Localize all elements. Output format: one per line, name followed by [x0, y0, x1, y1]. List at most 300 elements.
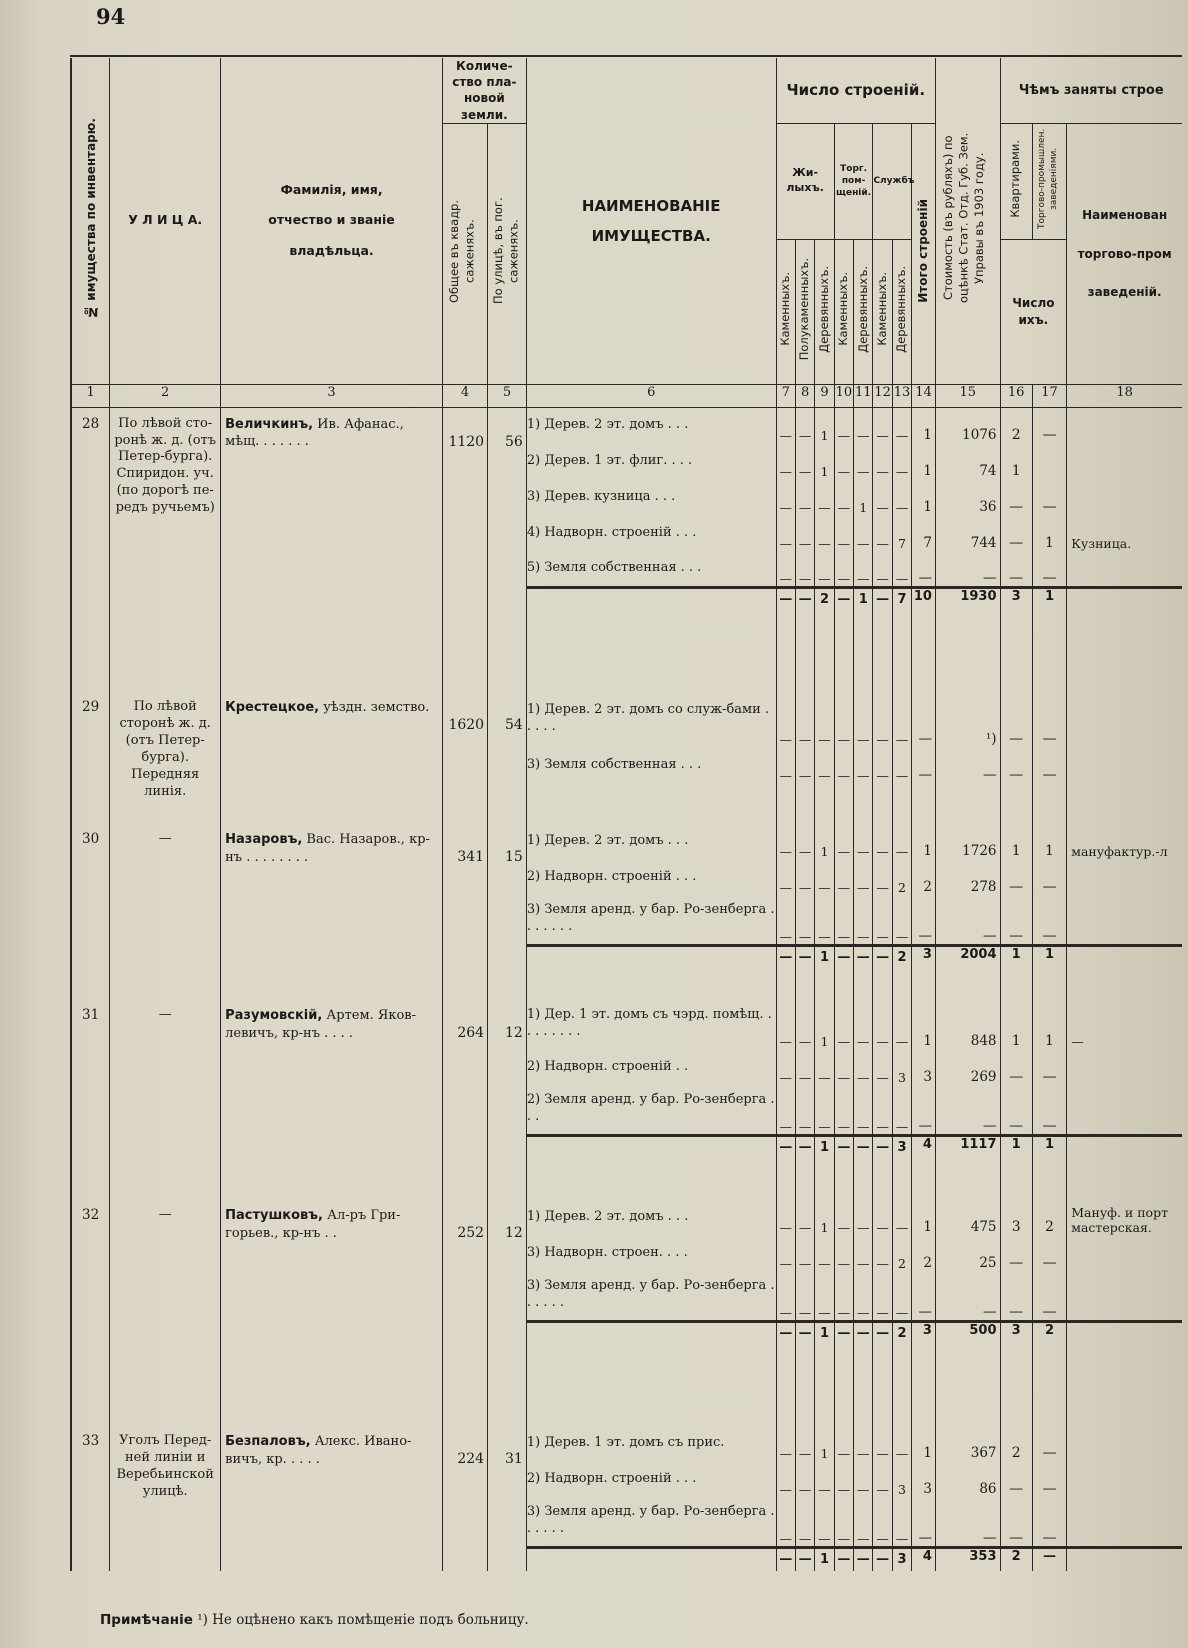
- total-count: 1: [815, 1547, 834, 1571]
- building-count: —: [834, 1199, 853, 1235]
- record-street: —: [110, 1199, 221, 1425]
- column-number-12: 12: [873, 384, 892, 407]
- building-count: —: [834, 1497, 853, 1547]
- building-count: —: [873, 823, 892, 859]
- total-count: —: [834, 1321, 853, 1345]
- item-trade-name: [1067, 1271, 1182, 1321]
- item-value: 475: [935, 1199, 1000, 1235]
- item-total: 1: [912, 823, 936, 859]
- building-count: —: [776, 515, 795, 551]
- property-item: 2) Надворн. строеній . . .: [526, 859, 776, 895]
- table-row: [71, 1425, 1182, 1461]
- building-count: —: [854, 443, 873, 479]
- building-count: —: [834, 747, 853, 783]
- total-buildings: 10: [912, 587, 936, 611]
- building-count: —: [873, 1199, 892, 1235]
- gap-cell: [1032, 969, 1066, 999]
- record-street: Уголъ Перед-ней линіи и Веребьинской улицѣ.: [110, 1425, 221, 1571]
- header-apartments: Квартирами.: [1008, 139, 1023, 218]
- header-street: У Л И Ц А.: [128, 212, 203, 228]
- owner-details: Алекс. Ивано-вичъ, кр. . . . .: [225, 1434, 412, 1467]
- land-total: 252: [442, 1199, 487, 1425]
- gap-cell: [1032, 611, 1066, 691]
- header-owner-1: Фамилія, имя,: [280, 181, 383, 197]
- property-item: 3) Земля собственная . . .: [526, 747, 776, 783]
- gap-cell: [912, 783, 936, 823]
- gap-cell: [1067, 1159, 1182, 1199]
- land-total: 1620: [442, 691, 487, 823]
- item-total: 3: [912, 1461, 936, 1497]
- building-count: —: [795, 1497, 814, 1547]
- building-count: —: [795, 1235, 814, 1271]
- gap-cell: [526, 969, 776, 999]
- record-owner: [221, 1199, 443, 1425]
- building-count: —: [892, 999, 911, 1049]
- gap-cell: [1000, 969, 1032, 999]
- total-count: 3: [892, 1547, 911, 1571]
- building-count: 1: [815, 1425, 834, 1461]
- land-total: 341: [442, 823, 487, 999]
- item-trade-name: [1067, 1049, 1182, 1085]
- total-trade-name-spacer: [1067, 587, 1182, 611]
- item-total: 2: [912, 1235, 936, 1271]
- gap-cell: [873, 969, 892, 999]
- building-count: 1: [854, 479, 873, 515]
- gap-cell: [1067, 969, 1182, 999]
- gap-cell: [854, 783, 873, 823]
- gap-cell: [854, 611, 873, 691]
- gap-cell: [795, 611, 814, 691]
- total-spacer: [526, 587, 776, 611]
- total-count: —: [795, 945, 814, 969]
- column-number-17: 17: [1032, 384, 1066, 407]
- gap-cell: [834, 783, 853, 823]
- gap-cell: [526, 783, 776, 823]
- property-item: 1) Дерев. 2 эт. домъ . . .: [526, 823, 776, 859]
- item-total: 1: [912, 1425, 936, 1461]
- building-count: —: [892, 895, 911, 945]
- building-count: —: [795, 479, 814, 515]
- property-item: 3) Земля аренд. у бар. Ро-зенберга . . . . . .: [526, 1271, 776, 1321]
- building-count: —: [795, 407, 814, 443]
- building-count: —: [776, 747, 795, 783]
- land-street: 12: [488, 1199, 527, 1425]
- building-count: —: [776, 1049, 795, 1085]
- building-count: —: [795, 515, 814, 551]
- column-number-11: 11: [854, 384, 873, 407]
- total-count: —: [776, 1321, 795, 1345]
- total-count: —: [834, 587, 853, 611]
- total-trade: —: [1032, 1547, 1066, 1571]
- property-item: 1) Дер. 1 эт. домъ съ чэрд. помѣщ. . . . . . . . .: [526, 999, 776, 1049]
- header-owner-2: отчество и званіе: [268, 212, 395, 228]
- item-trade-count: —: [1032, 895, 1066, 945]
- property-item: 1) Дерев. 2 эт. домъ . . .: [526, 407, 776, 443]
- owner-surname: Разумовскій,: [225, 1008, 323, 1024]
- total-count: —: [873, 1321, 892, 1345]
- item-trade-name: [1067, 1085, 1182, 1135]
- property-item: 1) Дерев. 2 эт. домъ со служ-бами . . . . .: [526, 691, 776, 747]
- item-trade-count: —: [1032, 1271, 1066, 1321]
- item-total: —: [912, 1271, 936, 1321]
- item-trade-name: [1067, 407, 1182, 443]
- table-row: [71, 1199, 1182, 1235]
- header-semistone: Полукаменныхъ.: [797, 258, 812, 361]
- gap-cell: [1000, 1345, 1032, 1425]
- total-trade: 1: [1032, 1135, 1066, 1159]
- building-count: —: [873, 1235, 892, 1271]
- gap-cell: [795, 1345, 814, 1425]
- building-count: —: [834, 1425, 853, 1461]
- building-count: —: [795, 691, 814, 747]
- building-count: —: [873, 999, 892, 1049]
- record-number: 30: [71, 823, 110, 999]
- building-count: —: [776, 1271, 795, 1321]
- footnote-text: ¹) Не оцѣнено какъ помѣщеніе подъ больницу.: [197, 1612, 529, 1628]
- building-count: —: [776, 1425, 795, 1461]
- header-wooden-2: Деревянныхъ.: [855, 265, 870, 353]
- building-count: —: [873, 443, 892, 479]
- item-trade-name: Кузница.: [1067, 515, 1182, 551]
- item-apartments: —: [1000, 1271, 1032, 1321]
- building-count: —: [873, 551, 892, 587]
- gap-cell: [1000, 611, 1032, 691]
- owner-details: уѣздн. земство.: [323, 700, 430, 716]
- record-number: 28: [71, 407, 110, 691]
- total-trade: 1: [1032, 587, 1066, 611]
- item-trade-count: [1032, 443, 1066, 479]
- total-count: —: [776, 587, 795, 611]
- item-value: —: [935, 895, 1000, 945]
- total-count: —: [873, 587, 892, 611]
- building-count: —: [873, 1497, 892, 1547]
- gap-cell: [526, 611, 776, 691]
- record-number: 29: [71, 691, 110, 823]
- building-count: 1: [815, 443, 834, 479]
- building-count: —: [834, 479, 853, 515]
- total-buildings: 4: [912, 1547, 936, 1571]
- building-count: —: [815, 515, 834, 551]
- record-street: По лѣвой сторонѣ ж. д. (отъ Петер-бурга). Передняя линія.: [110, 691, 221, 823]
- building-count: —: [815, 1235, 834, 1271]
- building-count: 2: [892, 859, 911, 895]
- item-apartments: —: [1000, 551, 1032, 587]
- item-trade-count: —: [1032, 1049, 1066, 1085]
- gap-cell: [795, 969, 814, 999]
- item-trade-count: —: [1032, 1425, 1066, 1461]
- property-item: 1) Дерев. 1 эт. домъ съ прис.: [526, 1425, 776, 1461]
- total-count: —: [873, 1547, 892, 1571]
- building-count: —: [873, 1425, 892, 1461]
- owner-details: Вас. Назаров., кр-нъ . . . . . . . .: [225, 832, 430, 865]
- building-count: —: [873, 479, 892, 515]
- item-total: —: [912, 1085, 936, 1135]
- item-apartments: —: [1000, 1235, 1032, 1271]
- total-spacer: [526, 1547, 776, 1571]
- gap-cell: [854, 969, 873, 999]
- item-trade-name: [1067, 551, 1182, 587]
- total-count: —: [854, 1321, 873, 1345]
- header-buildings-group: Число строеній.: [786, 81, 926, 100]
- gap-cell: [1067, 611, 1182, 691]
- gap-cell: [912, 969, 936, 999]
- gap-cell: [935, 783, 1000, 823]
- total-count: 1: [815, 945, 834, 969]
- building-count: —: [854, 515, 873, 551]
- property-item: 3) Дерев. кузница . . .: [526, 479, 776, 515]
- building-count: —: [873, 1049, 892, 1085]
- record-number: 32: [71, 1199, 110, 1425]
- total-value: 1117: [935, 1135, 1000, 1159]
- building-count: —: [854, 999, 873, 1049]
- total-buildings: 4: [912, 1135, 936, 1159]
- item-value: 86: [935, 1461, 1000, 1497]
- total-value: 353: [935, 1547, 1000, 1571]
- column-number-3: 3: [221, 384, 443, 407]
- gap-cell: [892, 1345, 911, 1425]
- owner-surname: Назаровъ,: [225, 832, 303, 848]
- item-total: 1: [912, 443, 936, 479]
- building-count: —: [834, 515, 853, 551]
- building-count: —: [834, 1085, 853, 1135]
- total-count: —: [834, 945, 853, 969]
- total-count: 3: [892, 1135, 911, 1159]
- building-count: —: [873, 1461, 892, 1497]
- building-count: —: [892, 1497, 911, 1547]
- building-count: —: [776, 1085, 795, 1135]
- item-value: 269: [935, 1049, 1000, 1085]
- column-number-13: 13: [892, 384, 911, 407]
- item-total: 1: [912, 999, 936, 1049]
- building-count: —: [795, 1199, 814, 1235]
- building-count: —: [892, 1199, 911, 1235]
- building-count: —: [776, 1497, 795, 1547]
- gap-cell: [834, 969, 853, 999]
- total-value: 1930: [935, 587, 1000, 611]
- item-total: 3: [912, 1049, 936, 1085]
- total-trade-name-spacer: [1067, 1135, 1182, 1159]
- total-count: —: [834, 1547, 853, 1571]
- gap-cell: [935, 611, 1000, 691]
- column-number-14: 14: [912, 384, 936, 407]
- building-count: —: [834, 691, 853, 747]
- gap-cell: [815, 611, 834, 691]
- property-item: 3) Надворн. строен. . . .: [526, 1235, 776, 1271]
- gap-cell: [776, 1345, 795, 1425]
- building-count: —: [815, 1271, 834, 1321]
- building-count: —: [834, 823, 853, 859]
- item-apartments: —: [1000, 1497, 1032, 1547]
- item-trade-count: —: [1032, 1235, 1066, 1271]
- item-apartments: 1: [1000, 823, 1032, 859]
- property-item: 2) Надворн. строеній . . .: [526, 1461, 776, 1497]
- header-value: Стоимость (въ рубляхъ) по оцѣнкѣ Стат. Отд. Губ. Зем. Управы въ 1903 году.: [940, 133, 986, 304]
- building-count: 3: [892, 1049, 911, 1085]
- header-owner-3: владѣльца.: [289, 243, 374, 259]
- gap-cell: [892, 783, 911, 823]
- item-trade-count: 2: [1032, 1199, 1066, 1235]
- owner-details: Ал-ръ Гри-горьев., кр-нъ . .: [225, 1208, 401, 1241]
- land-street: 15: [488, 823, 527, 999]
- gap-cell: [776, 969, 795, 999]
- gap-cell: [815, 1345, 834, 1425]
- building-count: —: [834, 999, 853, 1049]
- total-value: 500: [935, 1321, 1000, 1345]
- building-count: —: [873, 895, 892, 945]
- total-count: —: [776, 1547, 795, 1571]
- item-trade-name: [1067, 1497, 1182, 1547]
- building-count: —: [795, 1461, 814, 1497]
- gap-cell: [1067, 783, 1182, 823]
- item-value: 278: [935, 859, 1000, 895]
- record-street: —: [110, 999, 221, 1199]
- building-count: —: [854, 895, 873, 945]
- building-count: —: [776, 823, 795, 859]
- item-value: —: [935, 1271, 1000, 1321]
- property-item: 2) Дерев. 1 эт. флиг. . . .: [526, 443, 776, 479]
- table-row: [71, 407, 1182, 443]
- total-apartments: 2: [1000, 1547, 1032, 1571]
- header-property-2: ИМУЩЕСТВА.: [591, 226, 711, 245]
- header-service: Службъ: [873, 176, 915, 187]
- item-trade-name: [1067, 1461, 1182, 1497]
- item-trade-name: [1067, 895, 1182, 945]
- item-trade-count: —: [1032, 859, 1066, 895]
- building-count: —: [795, 443, 814, 479]
- building-count: —: [815, 747, 834, 783]
- building-count: —: [892, 747, 911, 783]
- total-buildings: 3: [912, 945, 936, 969]
- gap-cell: [854, 1159, 873, 1199]
- building-count: —: [815, 1049, 834, 1085]
- gap-cell: [854, 1345, 873, 1425]
- building-count: —: [854, 551, 873, 587]
- property-item: 2) Земля аренд. у бар. Ро-зенберга . . .: [526, 1085, 776, 1135]
- building-count: 3: [892, 1461, 911, 1497]
- header-stone-2: Каменныхъ.: [836, 272, 851, 347]
- building-count: —: [795, 551, 814, 587]
- total-buildings: 3: [912, 1321, 936, 1345]
- item-total: —: [912, 747, 936, 783]
- table-body: [71, 384, 1182, 1571]
- gap-cell: [935, 1345, 1000, 1425]
- item-trade-count: —: [1032, 1085, 1066, 1135]
- item-trade-name: [1067, 691, 1182, 747]
- building-count: —: [776, 691, 795, 747]
- header-trade: Торг. пом-щеній.: [836, 163, 872, 199]
- item-trade-count: 1: [1032, 823, 1066, 859]
- item-trade-count: —: [1032, 691, 1066, 747]
- column-number-9: 9: [815, 384, 834, 407]
- building-count: —: [854, 1085, 873, 1135]
- building-count: —: [834, 443, 853, 479]
- item-value: 367: [935, 1425, 1000, 1461]
- building-count: —: [854, 1497, 873, 1547]
- item-apartments: —: [1000, 691, 1032, 747]
- gap-cell: [795, 783, 814, 823]
- item-apartments: 3: [1000, 1199, 1032, 1235]
- building-count: —: [815, 1461, 834, 1497]
- building-count: —: [776, 551, 795, 587]
- gap-cell: [892, 1159, 911, 1199]
- total-value: 2004: [935, 945, 1000, 969]
- gap-cell: [935, 969, 1000, 999]
- building-count: 1: [815, 823, 834, 859]
- item-total: 1: [912, 407, 936, 443]
- owner-surname: Величкинъ,: [225, 416, 314, 432]
- building-count: —: [834, 859, 853, 895]
- item-trade-count: 1: [1032, 999, 1066, 1049]
- building-count: —: [854, 747, 873, 783]
- owner-details: Артем. Яков-левичъ, кр-нъ . . . .: [225, 1008, 417, 1041]
- building-count: —: [892, 1271, 911, 1321]
- item-total: —: [912, 551, 936, 587]
- item-value: 848: [935, 999, 1000, 1049]
- record-number: 33: [71, 1425, 110, 1571]
- owner-details: Ив. Афанас., мѣщ. . . . . . .: [225, 416, 404, 450]
- gap-cell: [1000, 1159, 1032, 1199]
- total-spacer: [526, 1321, 776, 1345]
- column-number-18: 18: [1067, 384, 1182, 407]
- item-trade-name: [1067, 747, 1182, 783]
- header-total-buildings: Итого строеній: [916, 199, 931, 304]
- record-owner: [221, 1425, 443, 1571]
- land-street: 12: [488, 999, 527, 1199]
- total-count: —: [776, 945, 795, 969]
- header-occupied-group: Чѣмъ заняты строе: [1018, 82, 1164, 98]
- total-apartments: 3: [1000, 587, 1032, 611]
- building-count: 1: [815, 1199, 834, 1235]
- total-trade-name-spacer: [1067, 1547, 1182, 1571]
- gap-cell: [815, 783, 834, 823]
- record-number: 31: [71, 999, 110, 1199]
- item-apartments: 2: [1000, 1425, 1032, 1461]
- building-count: —: [795, 747, 814, 783]
- gap-cell: [834, 1345, 853, 1425]
- item-trade-name: мануфактур.-л: [1067, 823, 1182, 859]
- item-apartments: 1: [1000, 999, 1032, 1049]
- page-number: 94: [96, 4, 126, 29]
- gap-cell: [776, 611, 795, 691]
- building-count: —: [892, 1085, 911, 1135]
- record-owner: [221, 823, 443, 999]
- land-total: 1120: [442, 407, 487, 691]
- record-street: —: [110, 823, 221, 999]
- gap-cell: [795, 1159, 814, 1199]
- header-trade-est: Торгово-промышлен. заведеніями.: [1036, 128, 1059, 229]
- item-trade-name: [1067, 1425, 1182, 1461]
- land-street: 31: [488, 1425, 527, 1571]
- building-count: —: [834, 1271, 853, 1321]
- item-value: 36: [935, 479, 1000, 515]
- total-count: —: [854, 1547, 873, 1571]
- building-count: —: [854, 1271, 873, 1321]
- item-apartments: —: [1000, 1085, 1032, 1135]
- building-count: —: [854, 1425, 873, 1461]
- gap-cell: [1032, 1345, 1066, 1425]
- total-count: —: [873, 945, 892, 969]
- gap-cell: [935, 1159, 1000, 1199]
- total-apartments: 1: [1000, 1135, 1032, 1159]
- gap-cell: [834, 1159, 853, 1199]
- building-count: —: [795, 999, 814, 1049]
- item-apartments: —: [1000, 747, 1032, 783]
- item-value: 74: [935, 443, 1000, 479]
- column-number-16: 16: [1000, 384, 1032, 407]
- header-trade-name-3: заведеній.: [1087, 284, 1162, 299]
- footnote-label: Примѣчаніе: [100, 1612, 193, 1628]
- building-count: —: [873, 747, 892, 783]
